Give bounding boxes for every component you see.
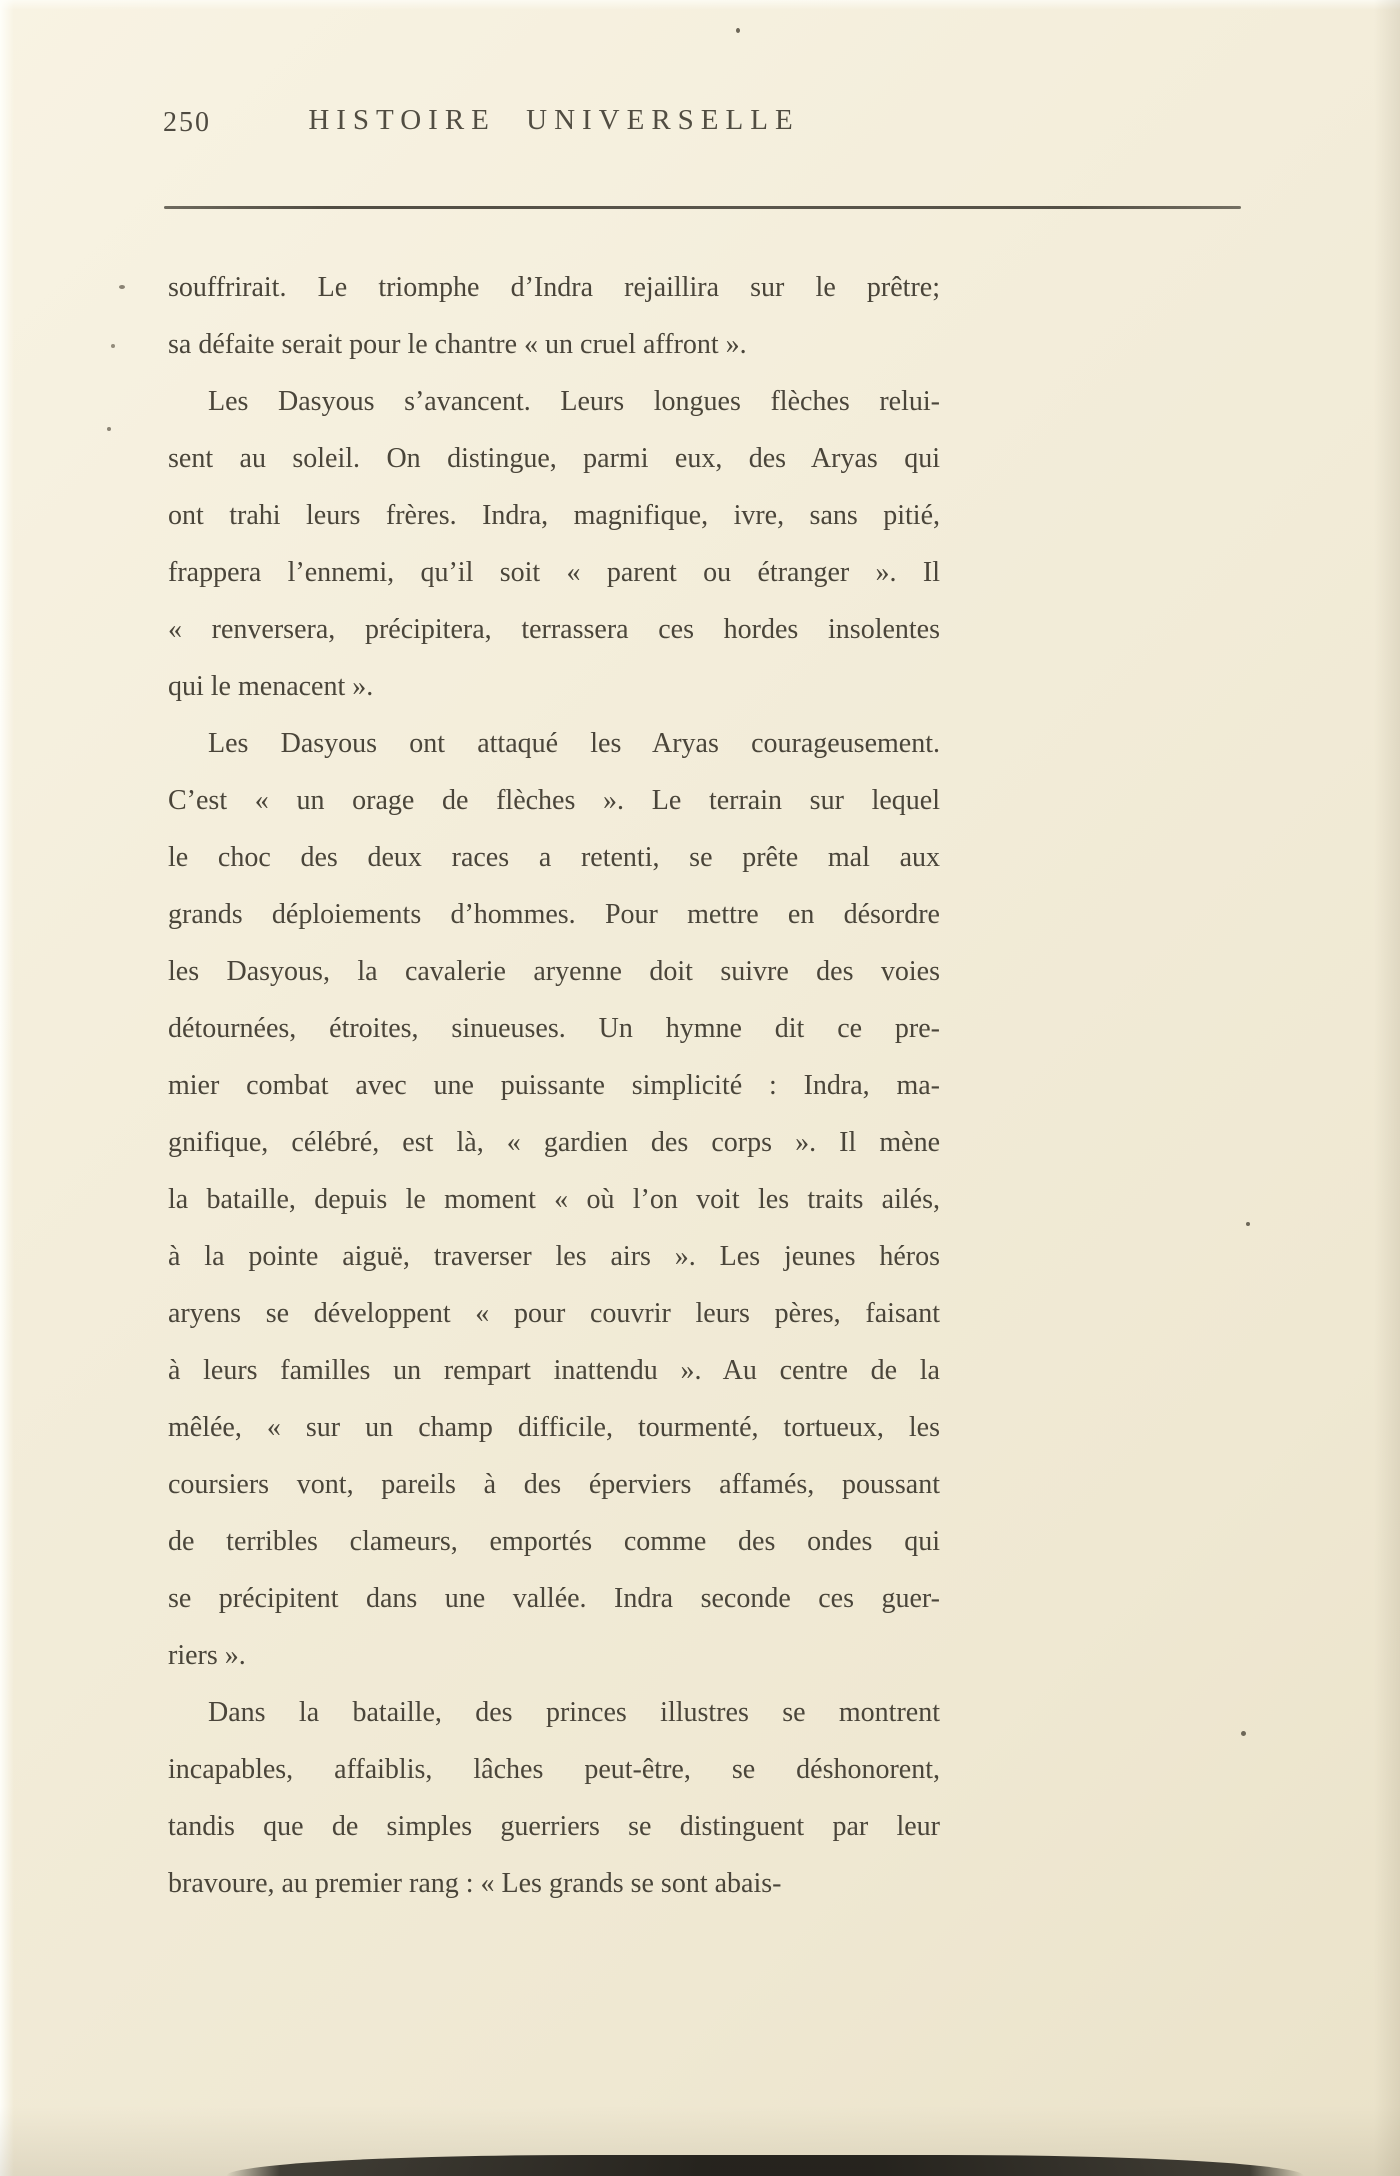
text-line: sent au soleil. On distingue, parmi eux, des Aryas qui <box>168 443 940 474</box>
text-line: gnifique, célébré, est là, « gardien des corps ». Il mène <box>168 1127 940 1158</box>
text-line: souffrirait. Le triomphe d’Indra rejaillira sur le prêtre; <box>168 272 940 303</box>
text-line: coursiers vont, pareils à des éperviers affamés, poussant <box>168 1469 940 1500</box>
text-line: frappera l’ennemi, qu’il soit « parent ou étranger ». Il <box>168 557 940 588</box>
scan-speck <box>1246 1222 1250 1226</box>
scan-speck <box>736 28 740 33</box>
text-line: Dans la bataille, des princes illustres se montrent <box>208 1697 940 1728</box>
text-line: sa défaite serait pour le chantre « un cruel affront ». <box>168 329 747 360</box>
running-title: HISTOIRE UNIVERSELLE <box>308 104 800 136</box>
text-line: Les Dasyous ont attaqué les Aryas courageusement. <box>208 728 940 759</box>
text-line: les Dasyous, la cavalerie aryenne doit suivre des voies <box>168 956 940 987</box>
text-line: grands déploiements d’hommes. Pour mettre en désordre <box>168 899 940 930</box>
scan-speck <box>111 344 115 348</box>
page-top-edge <box>0 0 1400 10</box>
text-line: riers ». <box>168 1640 246 1671</box>
text-line: le choc des deux races a retenti, se prête mal aux <box>168 842 940 873</box>
page-right-edge <box>1374 0 1400 2176</box>
text-line: mêlée, « sur un champ difficile, tourmenté, tortueux, les <box>168 1412 940 1443</box>
scanner-background-strip <box>226 2155 1304 2176</box>
text-line: mier combat avec une puissante simplicité : Indra, ma- <box>168 1070 940 1101</box>
scan-speck <box>119 285 125 289</box>
text-line: incapables, affaiblis, lâches peut-être, se déshonorent, <box>168 1754 940 1785</box>
text-line: à la pointe aiguë, traverser les airs ». Les jeunes héros <box>168 1241 940 1272</box>
text-line: se précipitent dans une vallée. Indra seconde ces guer- <box>168 1583 940 1614</box>
header-rule <box>164 206 1241 209</box>
page-number: 250 <box>163 107 211 138</box>
text-line: à leurs familles un rempart inattendu ». Au centre de la <box>168 1355 940 1386</box>
text-line: C’est « un orage de flèches ». Le terrain sur lequel <box>168 785 940 816</box>
scan-speck <box>1241 1731 1246 1736</box>
text-line: qui le menacent ». <box>168 671 374 702</box>
text-line: Les Dasyous s’avancent. Leurs longues flèches relui- <box>208 386 940 417</box>
page-left-edge <box>0 0 14 2176</box>
scan-speck <box>107 427 111 431</box>
text-line: « renversera, précipitera, terrassera ces hordes insolentes <box>168 614 940 645</box>
text-line: de terribles clameurs, emportés comme des ondes qui <box>168 1526 940 1557</box>
text-line: aryens se développent « pour couvrir leurs pères, faisant <box>168 1298 940 1329</box>
text-line: détournées, étroites, sinueuses. Un hymne dit ce pre- <box>168 1013 940 1044</box>
text-line: bravoure, au premier rang : « Les grands se sont abais- <box>168 1868 782 1899</box>
text-line: tandis que de simples guerriers se distinguent par leur <box>168 1811 940 1842</box>
text-line: la bataille, depuis le moment « où l’on voit les traits ailés, <box>168 1184 940 1215</box>
text-line: ont trahi leurs frères. Indra, magnifique, ivre, sans pitié, <box>168 500 940 531</box>
text-block <box>168 259 940 1912</box>
